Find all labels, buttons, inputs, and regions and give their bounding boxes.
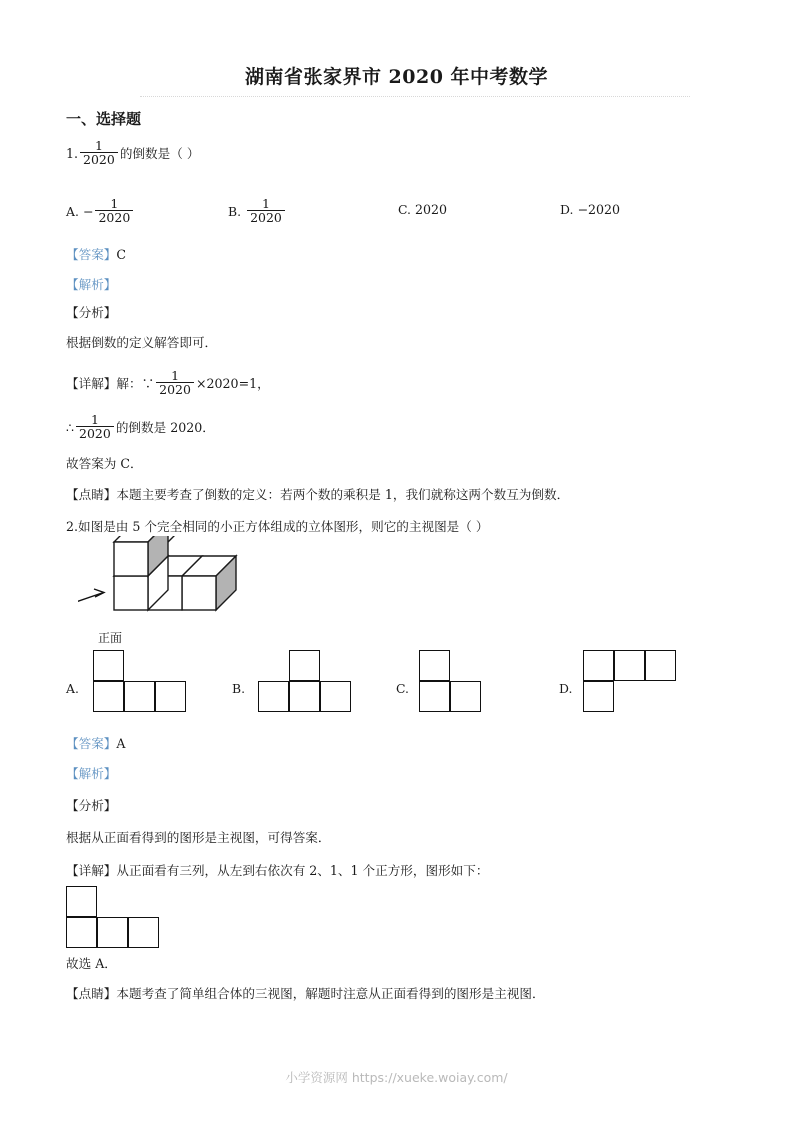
- xiangjie-fraction: $\frac{1}{2020}$: [156, 369, 194, 398]
- question-1-answer: [66, 246, 126, 265]
- xiangjie-tag: 【详解】: [66, 863, 117, 878]
- question-1-fraction: $\frac{1}{2020}$: [80, 139, 118, 168]
- question-1-option-a: [66, 198, 135, 227]
- dianjing-tag: 【点睛】: [66, 986, 117, 1001]
- conclusion-fraction: $\frac{1}{2020}$: [76, 413, 114, 442]
- answer-tag: 【答案】: [66, 247, 117, 262]
- question-1-number: 1.: [66, 145, 79, 161]
- page-title: 湖南省张家界市 2020 年中考数学: [244, 66, 549, 88]
- option-d-value: −2020: [577, 202, 621, 217]
- question-1-option-d: [560, 201, 620, 220]
- question-1-analysis-tag: 【解析】: [66, 277, 117, 292]
- grid-cell: [419, 681, 450, 712]
- question-1-stem: [66, 140, 199, 169]
- grid-cell: [66, 917, 97, 948]
- option-c-value: 2020: [415, 202, 448, 217]
- question-2-option-c-figure: [419, 650, 489, 714]
- question-2-answer: [66, 735, 125, 754]
- question-2-option-a-label: A.: [66, 681, 79, 696]
- watermark: 小学资源网 https://xueke.woiay.com/: [285, 1070, 508, 1085]
- grid-cell: [258, 681, 289, 712]
- question-2-option-c-label: C.: [396, 681, 409, 696]
- grid-cell: [66, 886, 97, 917]
- conclusion-tail: 的倒数是 2020．: [115, 419, 215, 435]
- option-b-fraction: $\frac{1}{2020}$: [247, 197, 285, 226]
- xiangjie-lead: 解：∵: [116, 375, 155, 391]
- xiangjie-tail: ×2020=1，: [195, 375, 270, 391]
- question-2-option-a-figure: [93, 650, 193, 714]
- grid-cell: [93, 650, 124, 681]
- question-1-xiangjie: [66, 370, 270, 399]
- grid-cell: [155, 681, 186, 712]
- title-separator: [140, 96, 690, 98]
- front-view-label: 正面: [98, 631, 123, 645]
- dianjing-tag: 【点睛】: [66, 487, 117, 502]
- option-c-label: C.: [398, 202, 411, 217]
- dianjing-text: 本题主要考查了倒数的定义：若两个数的乘积是 1，我们就称这两个数互为倒数．: [116, 487, 570, 502]
- grid-cell: [128, 917, 159, 948]
- grid-cell: [583, 650, 614, 681]
- question-1-final-line: 故答案为 C．: [66, 456, 143, 471]
- answer-value: C: [116, 247, 127, 262]
- question-2-final-line: 故选 A．: [66, 956, 117, 971]
- question-1-conclusion: [66, 414, 215, 443]
- grid-cell: [450, 681, 481, 712]
- grid-cell: [97, 917, 128, 948]
- dianjing-text: 本题考查了简单组合体的三视图，解题时注意从正面看得到的图形是主视图．: [116, 986, 545, 1001]
- grid-cell: [289, 650, 320, 681]
- question-1-dianjing: [66, 486, 569, 505]
- grid-cell: [289, 681, 320, 712]
- grid-cell: [124, 681, 155, 712]
- grid-cell: [419, 650, 450, 681]
- answer-tag: 【答案】: [66, 736, 117, 751]
- question-2-analysis-tag: 【解析】: [66, 766, 117, 781]
- grid-cell: [645, 650, 676, 681]
- question-2-xiangjie: [66, 862, 488, 881]
- question-2-dianjing: [66, 985, 545, 1004]
- front-view-arrow: [78, 589, 104, 606]
- question-2-option-b-label: B.: [232, 681, 246, 696]
- grid-cell: [583, 681, 614, 712]
- question-2-option-d-label: D.: [559, 681, 573, 696]
- question-2-fenxi-tag: 【分析】: [66, 798, 117, 813]
- question-1-stem-text: 的倒数是（ ）: [119, 145, 200, 161]
- question-2-explanation-figure: [66, 886, 166, 950]
- question-2-fenxi-text: 根据从正面看得到的图形是主视图，可得答案．: [66, 830, 331, 845]
- grid-cell: [614, 650, 645, 681]
- option-a-label: A.: [66, 203, 79, 219]
- grid-cell: [320, 681, 351, 712]
- option-d-label: D.: [560, 202, 574, 217]
- question-2-stem: 2.如图是由 5 个完全相同的小正方体组成的立体图形，则它的主视图是（ ）: [66, 519, 489, 534]
- question-1-fenxi-text: 根据倒数的定义解答即可．: [66, 335, 218, 350]
- question-1-option-b: [228, 198, 287, 227]
- xiangjie-tag: 【详解】: [66, 375, 117, 391]
- question-1-fenxi-tag: 【分析】: [66, 305, 117, 320]
- xiangjie-text: 从正面看有三列，从左到右依次有 2、1、1 个正方形，图形如下：: [116, 863, 489, 878]
- section-heading: 一、选择题: [66, 110, 142, 128]
- answer-value: A: [116, 736, 126, 751]
- isometric-cubes-svg: [78, 536, 258, 636]
- question-2-option-d-figure: [583, 650, 683, 714]
- question-1-option-c: [398, 201, 447, 220]
- option-b-label: B.: [228, 203, 242, 219]
- question-2-solid-figure: [78, 536, 258, 640]
- conclusion-lead: ∴: [66, 419, 75, 435]
- option-a-sign: −: [82, 203, 94, 219]
- grid-cell: [93, 681, 124, 712]
- option-a-fraction: $\frac{1}{2020}$: [95, 197, 133, 226]
- question-2-option-b-figure: [258, 650, 358, 714]
